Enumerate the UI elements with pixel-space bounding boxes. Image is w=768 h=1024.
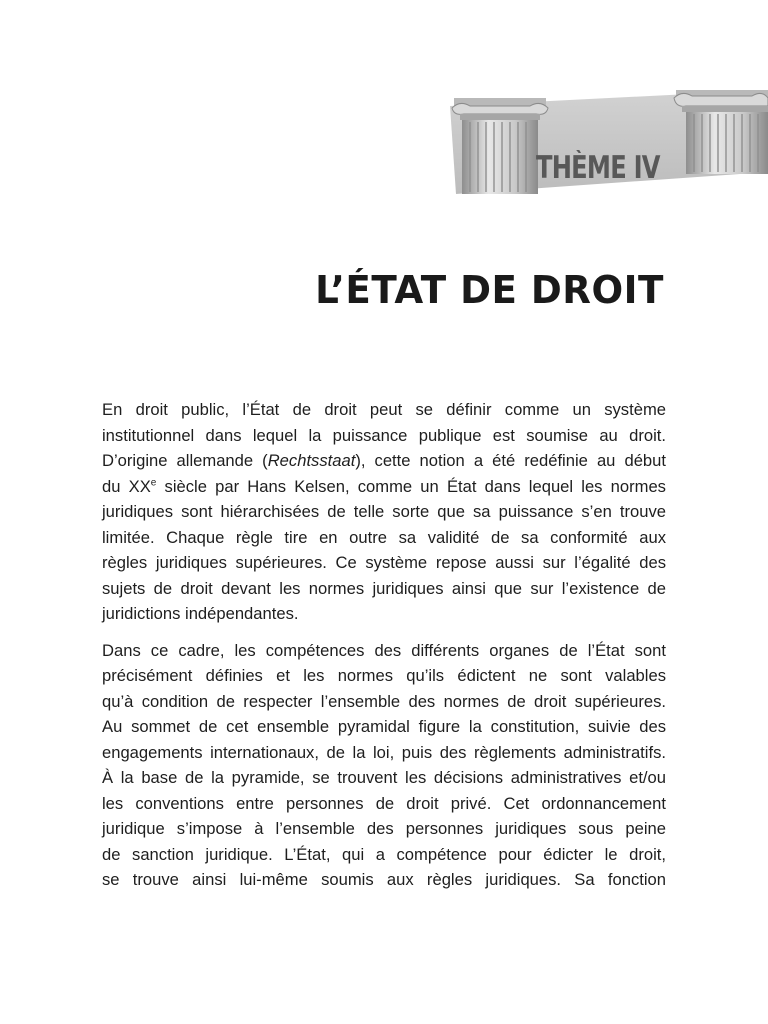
text-line: [102, 601, 666, 627]
text-segment: En droit public, l’État de droit peut se définir comme un système: [102, 400, 666, 419]
text-line: [102, 765, 666, 791]
text-segment: siècle par Hans Kelsen, comme un État dans lequel les normes: [156, 476, 666, 496]
text-line: [102, 576, 666, 602]
text-segment: engagements internationaux, de la loi, puis des règlements administratifs.: [102, 742, 666, 762]
text-segment: Dans ce cadre, les compétences des différents organes de l’État sont: [102, 640, 666, 660]
text-segment: sujets de droit devant les normes juridiques ainsi que sur l’existence de: [102, 578, 666, 598]
text-line: [102, 842, 666, 868]
text-segment: Au sommet de cet ensemble pyramidal figure la constitution, suivie des: [102, 717, 666, 736]
text-segment: précisément définies et les normes qu’ils édictent ne sont valables: [102, 666, 666, 685]
paragraph-1: [102, 397, 666, 627]
text-line: [102, 474, 666, 500]
text-segment: limitée. Chaque règle tire en outre sa validité de sa conformité aux: [102, 527, 666, 547]
theme-label: THÈME IV: [536, 150, 660, 186]
text-line: [102, 638, 666, 664]
text-line: [102, 423, 666, 449]
text-segment: de sanction juridique. L’État, qui a compétence pour édicter le droit,: [102, 844, 666, 864]
text-line: [102, 689, 666, 715]
text-segment: règles juridiques supérieures. Ce système repose aussi sur l’égalité des: [102, 553, 666, 572]
text-segment: juridictions indépendantes.: [102, 604, 299, 623]
text-segment: du XX: [102, 476, 151, 496]
text-segment: les conventions entre personnes de droit privé. Cet ordonnancement: [102, 793, 666, 813]
text-line: [102, 448, 666, 474]
text-segment: Rechtsstaat: [267, 451, 356, 470]
text-segment: institutionnel dans lequel la puissance publique est soumise au droit.: [102, 425, 666, 445]
text-segment: ), cette notion a été redéfinie au début: [355, 451, 666, 470]
text-line: [102, 714, 666, 740]
text-line: [102, 663, 666, 689]
page-title: L’ÉTAT DE DROIT: [315, 268, 664, 312]
text-line: [102, 550, 666, 576]
text-segment: juridiques sont hiérarchisées de telle sorte que sa puissance s’en trouve: [102, 502, 666, 521]
text-line: [102, 816, 666, 842]
text-line: [102, 740, 666, 766]
text-line: [102, 499, 666, 525]
text-segment: D’origine allemande (: [102, 451, 268, 470]
text-line: [102, 791, 666, 817]
body-text: [102, 397, 666, 904]
text-line: [102, 867, 666, 893]
text-segment: À la base de la pyramide, se trouvent les décisions administratives et/ou: [102, 768, 666, 787]
text-segment: qu’à condition de respecter l’ensemble des normes de droit supérieures.: [102, 691, 666, 711]
text-segment: se trouve ainsi lui-même soumis aux règles juridiques. Sa fonction: [102, 870, 666, 889]
paragraph-2: [102, 638, 666, 893]
text-segment: e: [150, 476, 157, 488]
text-line: [102, 397, 666, 423]
text-segment: juridique s’impose à l’ensemble des personnes juridiques sous peine: [102, 819, 666, 838]
text-line: [102, 525, 666, 551]
